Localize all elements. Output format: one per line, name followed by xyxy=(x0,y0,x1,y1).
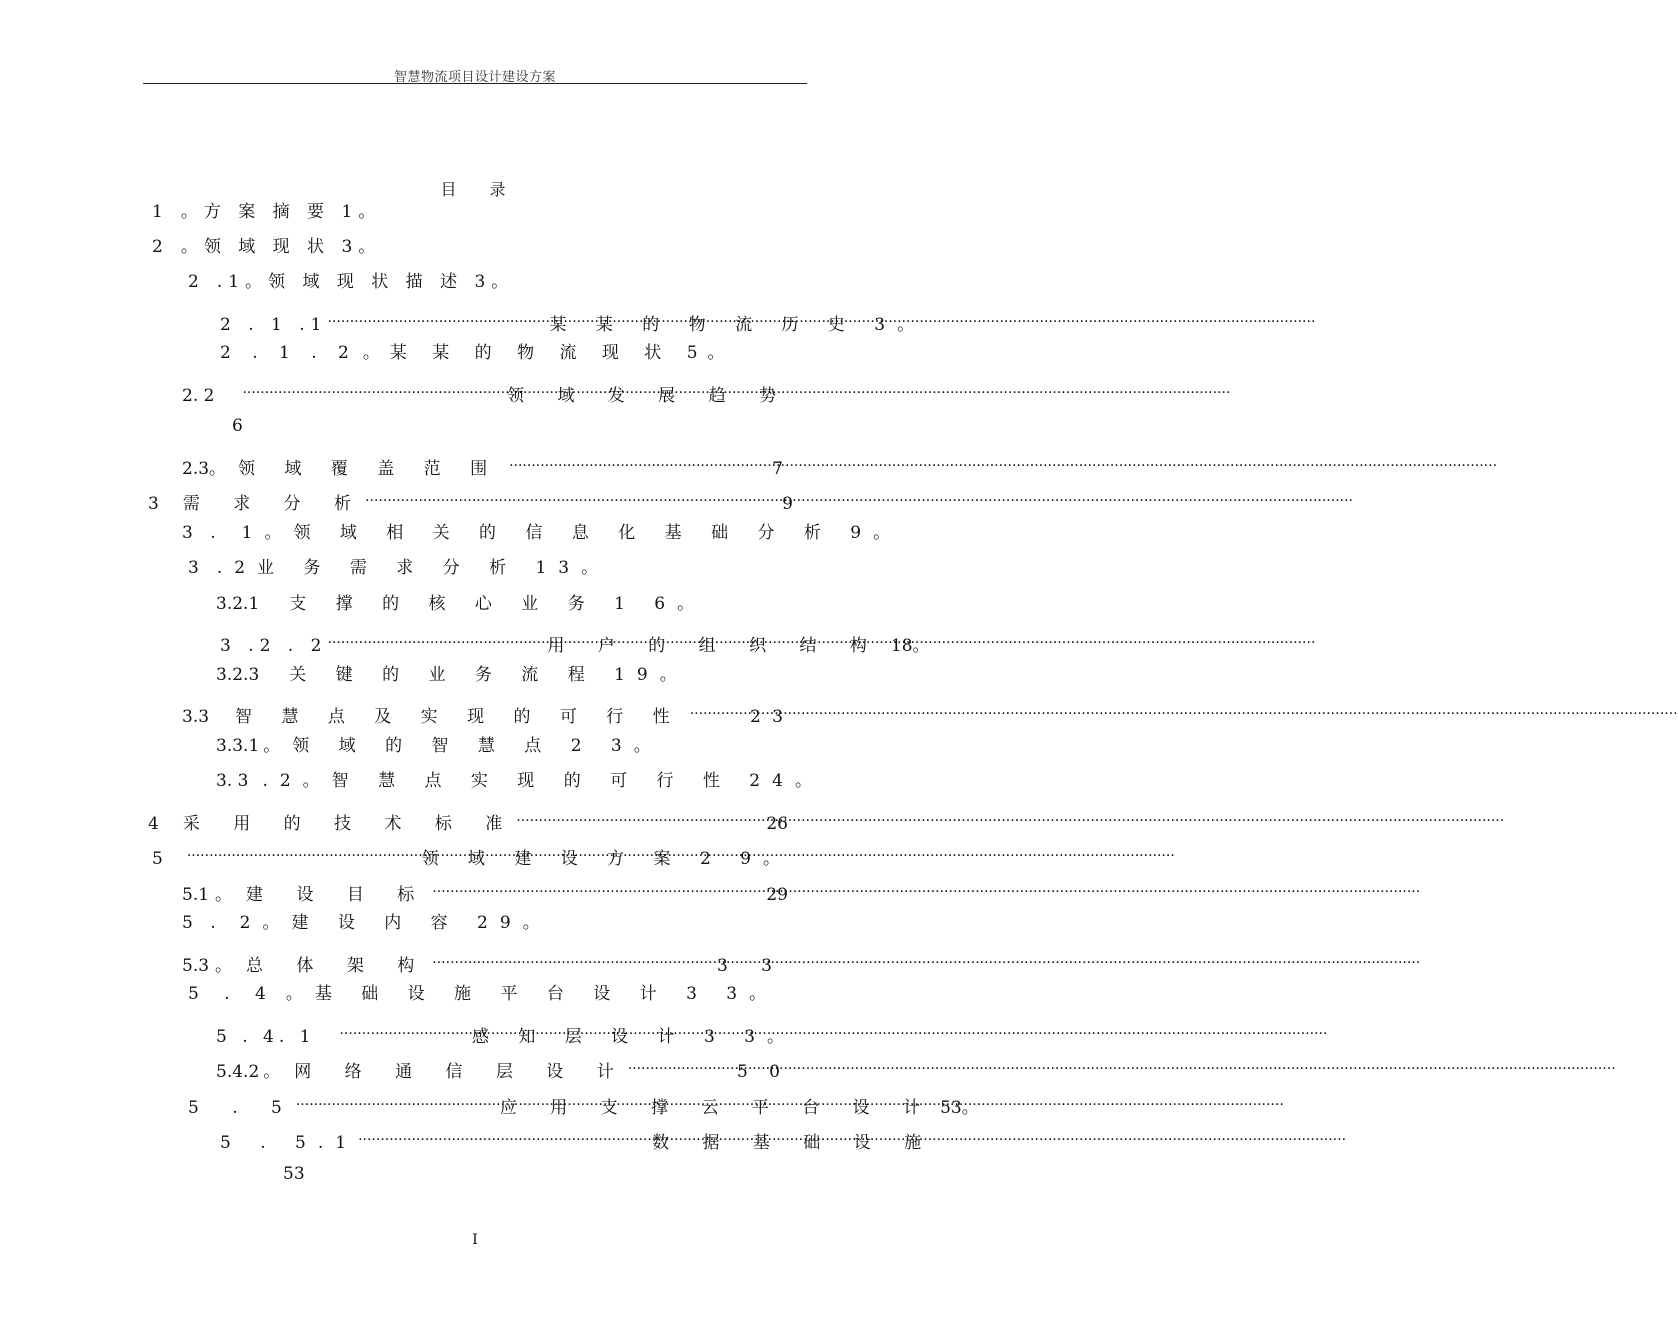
toc-entry-title: 感 知 层 设 计 3 3。 xyxy=(471,1027,796,1047)
leader-dots xyxy=(339,1018,455,1042)
toc-entry-page: 7 xyxy=(772,459,786,479)
toc-entry[interactable] xyxy=(182,911,552,935)
toc-entry-title: 采 用 的 技 术 标 准 xyxy=(182,814,517,834)
leader-dots xyxy=(690,698,732,722)
toc-entry-page: 18。 xyxy=(890,636,930,656)
toc-entry-number: 3. 3 xyxy=(216,771,249,791)
toc-entry-title: 关 键 的 业 务 流 程 19。 xyxy=(289,665,689,685)
toc-entry-page: 9 xyxy=(782,494,796,514)
toc-entry-title: 。某 某 的 物 流 现 状 5。 xyxy=(362,343,735,363)
toc-entry-number: 5.1 xyxy=(182,885,210,905)
toc-entry-number: 3.3.1 xyxy=(216,736,260,756)
toc-entry-title: 智 慧 点 及 实 现 的 可 行 性 xyxy=(235,707,682,727)
header-rule xyxy=(143,83,807,84)
toc-entry-title: 领 域 建 设 方 案 2 9。 xyxy=(421,849,792,869)
toc-entry-title: 2。建 设 内 容 29。 xyxy=(239,913,552,933)
toc-entry-title: 领 域 发 展 趋 势 xyxy=(506,386,790,406)
leader-dots xyxy=(296,1089,496,1113)
toc-entry[interactable] xyxy=(188,1089,979,1118)
toc-entry-number: 3 xyxy=(188,558,199,578)
toc-entry-title: 。方 案 摘 要 1。 xyxy=(180,202,382,222)
toc-entry[interactable] xyxy=(182,698,786,727)
toc-entry[interactable] xyxy=(152,235,381,259)
toc-entry-title: 。网 络 通 信 层 设 计 xyxy=(263,1062,628,1082)
leader-dots xyxy=(516,805,752,829)
toc-entry-number: 5 xyxy=(152,849,163,869)
toc-entry[interactable] xyxy=(216,663,689,687)
toc-entry-number: 5 . 4 xyxy=(188,984,276,1004)
toc-entry-number: 2. 2 xyxy=(182,386,215,406)
leader-dots xyxy=(365,485,770,509)
toc-entry-title: 。建 设 目 标 xyxy=(215,885,429,905)
toc-entry-number: 2 xyxy=(188,272,199,292)
running-header: 智慧物流项目设计建设方案 xyxy=(393,70,556,85)
toc-entry-number: 5 . 5 xyxy=(188,1098,296,1118)
toc-entry-number: 3.2.3 xyxy=(216,665,260,685)
toc-entry-page: 5 0 xyxy=(736,1062,788,1082)
page-number: I xyxy=(472,1232,478,1248)
toc-entry-title: 。领 域 覆 盖 范 围 xyxy=(209,459,500,479)
toc-entry-page: 53。 xyxy=(940,1098,979,1118)
toc-entry-number: 1 xyxy=(152,202,163,222)
leader-dots xyxy=(327,306,547,330)
toc-entry-number: 5 . 5.1 xyxy=(220,1133,359,1153)
leader-dots xyxy=(242,377,491,401)
leader-dots xyxy=(187,840,406,864)
toc-entry[interactable] xyxy=(152,200,381,224)
toc-entry-number: 2 xyxy=(152,237,163,257)
leader-dots xyxy=(628,1053,723,1077)
toc-entry-number: 3.2.1 xyxy=(216,594,260,614)
toc-entry-number: 2.3 xyxy=(182,459,210,479)
toc-entry-number: 3.3 xyxy=(182,707,210,727)
toc-title: 目 录 xyxy=(440,180,520,199)
toc-entry[interactable] xyxy=(148,485,796,514)
toc-entry-continuation: 6 xyxy=(232,416,243,436)
toc-entry-number: 5 . 4. 1 xyxy=(216,1027,316,1047)
toc-entry-page: 3 3 xyxy=(716,956,786,976)
toc-entry-title: 。基 础 设 施 平 台 设 计 3 3。 xyxy=(285,984,779,1004)
toc-entry[interactable] xyxy=(188,270,514,294)
toc-entry-number: 3 .2 . 2 xyxy=(220,636,328,656)
toc-entry[interactable] xyxy=(182,876,788,905)
toc-entry[interactable] xyxy=(148,805,788,834)
toc-entry-title: 1。领 域 相 关 的 信 息 化 基 础 分 析 9。 xyxy=(241,523,903,543)
toc-entry[interactable] xyxy=(188,982,778,1006)
toc-entry-number: 4 xyxy=(148,814,159,834)
toc-entry[interactable] xyxy=(216,1018,796,1047)
toc-entry-title: .2。智 慧 点 实 现 的 可 行 性 24。 xyxy=(262,771,824,791)
toc-entry-title: 数 据 基 础 设 施 xyxy=(652,1133,936,1153)
toc-entry-number: 2 . 1 . 2 xyxy=(220,343,357,363)
toc-entry-number: 3 xyxy=(148,494,159,514)
toc-entry-title: .1。领 域 现 状 描 述 3。 xyxy=(216,272,515,292)
toc-entry-title: 支 撑 的 核 心 业 务 1 6。 xyxy=(289,594,707,614)
toc-entry-number: 5.3 xyxy=(182,956,210,976)
toc-entry-number: 2 . 1 .1 xyxy=(220,315,328,335)
toc-entry[interactable] xyxy=(182,521,902,545)
toc-entry[interactable] xyxy=(152,840,792,869)
toc-entry-title: 某 某 的 物 流 历 史 3。 xyxy=(549,315,927,335)
toc-entry-page: 26 xyxy=(766,814,788,834)
toc-entry[interactable] xyxy=(216,769,824,793)
toc-entry-number: 5 . xyxy=(182,913,222,933)
toc-entry-title: 。领 域 的 智 慧 点 2 3。 xyxy=(263,736,663,756)
toc-entry-title: 应 用 支 撑 云 平 台 设 计 xyxy=(499,1098,935,1118)
toc-entry[interactable] xyxy=(216,1053,788,1082)
leader-dots xyxy=(358,1124,648,1148)
toc-entry-title: 需 求 分 析 xyxy=(182,494,366,514)
toc-entry[interactable] xyxy=(220,627,930,656)
toc-entry-page: 29 xyxy=(766,885,788,905)
toc-entry-page: 2 3 xyxy=(749,707,786,727)
toc-entry[interactable] xyxy=(216,592,706,616)
toc-entry-title: 用 户 的 组 织 结 构 xyxy=(547,636,881,656)
leader-dots xyxy=(432,876,752,900)
leader-dots xyxy=(509,450,754,474)
toc-entry[interactable] xyxy=(220,306,927,335)
toc-entry-title: .2业 务 需 求 分 析 13。 xyxy=(216,558,611,578)
toc-entry-number: 3 . xyxy=(182,523,222,543)
toc-entry-continuation: 53 xyxy=(283,1164,305,1184)
toc-entry-title: 。领 域 现 状 3。 xyxy=(180,237,382,257)
toc-entry[interactable] xyxy=(220,1124,936,1153)
toc-entry[interactable] xyxy=(188,556,610,580)
leader-dots xyxy=(432,947,697,971)
toc-entry[interactable] xyxy=(182,450,786,479)
toc-entry[interactable] xyxy=(182,947,786,976)
toc-entry[interactable] xyxy=(216,734,663,758)
toc-entry[interactable] xyxy=(182,377,790,406)
toc-entry-title: 。总 体 架 构 xyxy=(215,956,429,976)
toc-entry[interactable] xyxy=(220,341,735,365)
toc-entry-number: 5.4.2 xyxy=(216,1062,260,1082)
leader-dots xyxy=(327,627,545,651)
